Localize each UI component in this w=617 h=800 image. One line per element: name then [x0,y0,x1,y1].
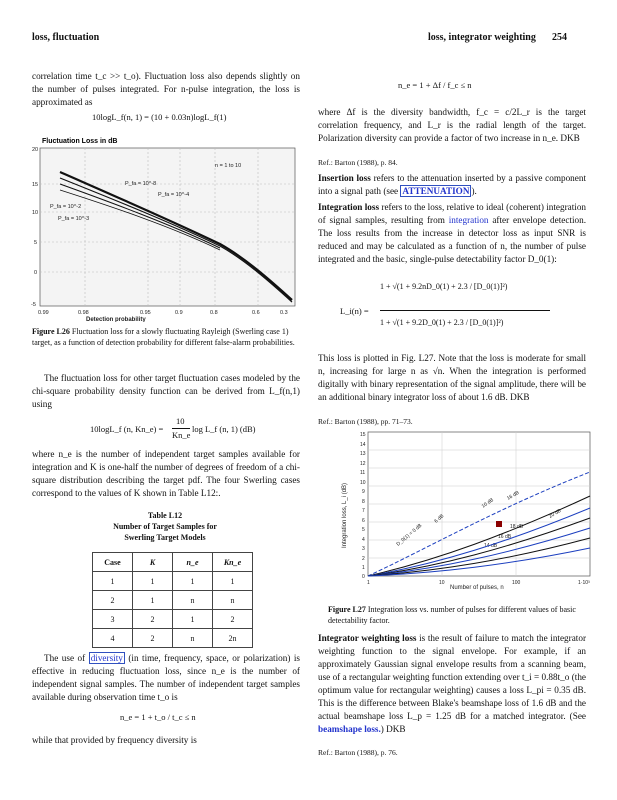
equation-chi-square [70,416,300,442]
caption-text: Integration loss vs. number of pulses for different values of basic detectability factor. [328,605,576,625]
left-paragraph-1: correlation time t_c >> t_o). Fluctuation loss also depends slightly on the number of pulses integrated. For n-pulse integration, the loss is approximated as [32,71,300,107]
table-cell: n [173,629,213,648]
fig27-ytick: 7 [362,508,365,514]
table-cell: 2 [133,610,173,629]
caption-text: Fluctuation loss for a slowly fluctuating Rayleigh (Swerling case 1) target, as a function of detection probability for different false-alarm probabilities. [32,327,295,347]
figure-l26-plot [30,132,302,322]
text-run: after envelope detection. The loss results from the increase in detector loss as input SNR is reduced and may be calculated as a function of n, the number of pulse integrated and the basic, single-pulse detectability factor D_0(1): [318,215,586,264]
table-subtitle: Swerling Target Models [124,533,206,542]
fig27-ytick: 10 [360,480,366,486]
table-row [93,629,253,648]
fig26-ytick: 20 [32,147,39,153]
fig27-xtick: 1·10³ [578,580,590,586]
integrator-weighting-entry [318,632,586,736]
table-cell: 2n [213,629,253,648]
table-cell: 1 [133,572,173,591]
table-l12 [92,552,253,648]
text-run: ) DKB [380,724,406,734]
right-paragraph-1: where Δf is the diversity bandwidth, f_c = c/2L_r is the target correlation frequency, and L_r is the radial length of the target. Polarization diversity can provide a factor of two increase in n_e. DKB [318,107,586,143]
text-run: ). [471,186,477,196]
table-header-cell: n_e [173,553,213,572]
fig26-xlabel: Detection probability [86,317,146,322]
fig27-ytick: 9 [362,489,365,495]
fig27-ylabel: Integration loss, L_i (dB) [342,482,348,548]
integration-loss-entry [318,201,586,266]
table-cell: 1 [133,591,173,610]
fig27-label: 20 dB [548,507,563,520]
fig26-xtick: 0.8 [210,310,218,316]
eq-frac-den: Kn_e [172,430,191,440]
caption-label: Figure L27 [328,605,366,614]
fig27-label: 14 dB [484,543,498,549]
fig26-xtick: 0.3 [280,310,288,316]
eq-lhs: 10logL_f (n, Kn_e) = [90,424,164,434]
equation-frequency-diversity: n_e = 1 + Δf / f_c ≤ n [398,80,472,90]
text-run: is the result of failure to match the integrator weighting function to the signal envelope. For example, if an approximately Gaussian signal envelope results from a scanning beam, use of a rectangular weighting function extending over t_i = 0.88t_o (the optimum value for rectangular weighting) causes a loss L_pi = 0.35 dB. This is the difference between Blake's beamshape loss of 1.6 dB and the actual beamshape loss L_p = 1.25 dB for a matched integrator. (See [318,633,586,721]
entry-term: Insertion loss [318,173,371,183]
fig27-label: 16 dB [498,534,512,540]
reference: Ref.: Barton (1988), p. 76. [318,748,398,757]
reference: Ref.: Barton (1988), p. 84. [318,158,398,167]
table-cell: 3 [93,610,133,629]
table-header-cell: K [133,553,173,572]
text-run: The use of [44,653,86,663]
eq-frac-num: 1 + √(1 + 9.2nD_0(1) + 2.3 / [D_0(1)]²) [380,282,508,291]
table-row [93,591,253,610]
fig27-ytick: 1 [362,565,365,571]
table-cell: n [213,591,253,610]
fig27-label: 10 dB [480,497,495,510]
beamshape-loss-link[interactable]: beamshape loss. [318,724,381,734]
fig27-ytick: 0 [362,574,365,580]
equation-time-diversity: n_e = 1 + t_o / t_c ≤ n [120,712,196,722]
fig26-xtick: 0.9 [175,310,183,316]
fig26-ytick: 0 [34,270,38,276]
table-cell: 2 [93,591,133,610]
table-cell: n [173,591,213,610]
table-cell: 1 [213,572,253,591]
fig26-xtick: 0.98 [78,310,89,316]
left-paragraph-2: The fluctuation loss for other target fluctuation cases modeled by the chi-square probability density function can be derived from L_f(n,1) using [32,373,300,409]
fig27-marker [496,521,502,527]
integration-link[interactable]: integration [448,215,489,225]
running-header-left: loss, fluctuation [32,32,100,43]
fig26-curve-label: P_fa = 10^-2 [50,204,82,210]
fig27-xtick: 10 [439,580,445,586]
left-paragraph-4 [32,652,300,704]
fig27-ytick: 15 [360,432,366,438]
fraction-bar [380,310,550,311]
entry-term: Integration loss [318,202,380,212]
figure-l27 [338,428,600,600]
table-header-cell: Kn_e [213,553,253,572]
fig27-ytick: 2 [362,556,365,562]
table-cell: 2 [133,629,173,648]
text-run: refers to the attenuation inserted by a passive component into a signal path (see [318,173,586,196]
fig27-ytick: 5 [362,527,365,533]
text-run: (in time, frequency, space, or polarization) is effective in reducing fluctuation loss, since n_e is the number of independent signal samples. The number of independent target samples available during observation time t_o is [32,653,301,702]
table-row [93,572,253,591]
fig26-ytick: 5 [34,240,38,246]
page-number: 254 [552,32,567,43]
insertion-loss-entry [318,172,586,198]
table-title: Table L12 [147,511,183,520]
table-cell: 1 [93,572,133,591]
fig26-xtick: 0.95 [140,310,151,316]
text-run: refers to the loss, relative to ideal (coherent) integration of signal samples, resulting from [318,202,587,225]
fig27-ytick: 8 [362,499,365,505]
diversity-link[interactable]: diversity [90,653,123,663]
equation-fluctuation-loss: 10logL_f(n, 1) = (10 + 0.03n)logL_f(1) [92,112,227,122]
fig26-curve-label: P_fa = 10^-4 [158,192,190,198]
fig27-label: D_0(1) = 0 dB [395,522,424,548]
eq-rhs: log L_f (n, 1) (dB) [192,424,256,434]
reference: Ref.: Barton (1988), pp. 71–73. [318,417,413,426]
table-cell: 2 [213,610,253,629]
figure-l26-caption [32,326,302,348]
fig27-ytick: 4 [362,537,365,543]
fig26-curve-label: P_fa = 10^-8 [125,181,157,187]
right-paragraph-2: This loss is plotted in Fig. L27. Note that the loss is moderate for small n, increasing for large n as √n. When the integration is performed digitally with binary representation of the signal amplitude, there will be an additional binary integrator loss of about 1.6 dB. DKB [318,353,586,402]
fig27-label: 18 dB [510,524,524,530]
fig26-ytick: 10 [32,210,39,216]
fig27-xtick: 100 [512,580,521,586]
fig26-ytick: -5 [31,302,36,308]
eq-frac-den: 1 + √(1 + 9.2D_0(1) + 2.3 / [D_0(1)]²) [380,318,504,327]
left-paragraph-5: while that provided by frequency diversity is [32,735,197,745]
left-paragraph-3: where n_e is the number of independent target samples available for integration and K is one-half the number of degrees of freedom of a chi-square distribution describing the target pdf. The four Swerling cases correspond to the values of K shown in Table L12:. [32,449,300,498]
fig26-xtick: 0.99 [38,310,49,316]
fig27-ytick: 3 [362,546,365,552]
fig27-ytick: 13 [360,451,366,457]
fig27-ytick: 14 [360,442,366,448]
eq-frac-num: 10 [176,416,185,426]
fig26-curve-label: P_fa = 10^-3 [58,216,90,222]
fig27-ytick: 12 [360,461,366,467]
caption-label: Figure L26 [32,327,70,336]
figure-l26 [30,132,302,322]
fig27-ytick: 6 [362,518,365,524]
table-cell: 1 [173,610,213,629]
equation-integration-loss [340,278,590,348]
table-header-row [93,553,253,572]
running-header-right: loss, integrator weighting [428,32,536,43]
table-subtitle: Number of Target Samples for [113,522,217,531]
fig26-ytick: 15 [32,182,39,188]
table-cell: 4 [93,629,133,648]
eq-lhs: L_i(n) = [340,306,369,316]
fig27-xlabel: Number of pulses, n [450,585,504,591]
fig27-xtick: 1 [367,580,370,586]
fig27-label: 6 dB [433,513,446,525]
table-header-cell: Case [93,553,133,572]
figure-l27-plot [338,428,600,600]
table-cell: 1 [173,572,213,591]
fig27-ytick: 11 [360,470,366,476]
fig26-title: Fluctuation Loss in dB [42,138,118,145]
table-l12-title [80,510,250,543]
table-row [93,610,253,629]
fig26-xtick: 0.6 [252,310,260,316]
entry-term: Integrator weighting loss [318,633,417,643]
fig26-n-label: n = 1 to 10 [215,163,242,169]
figure-l27-caption [328,604,590,626]
fig27-label: 16 dB [506,489,521,502]
attenuation-link[interactable]: ATTENUATION [402,186,470,196]
